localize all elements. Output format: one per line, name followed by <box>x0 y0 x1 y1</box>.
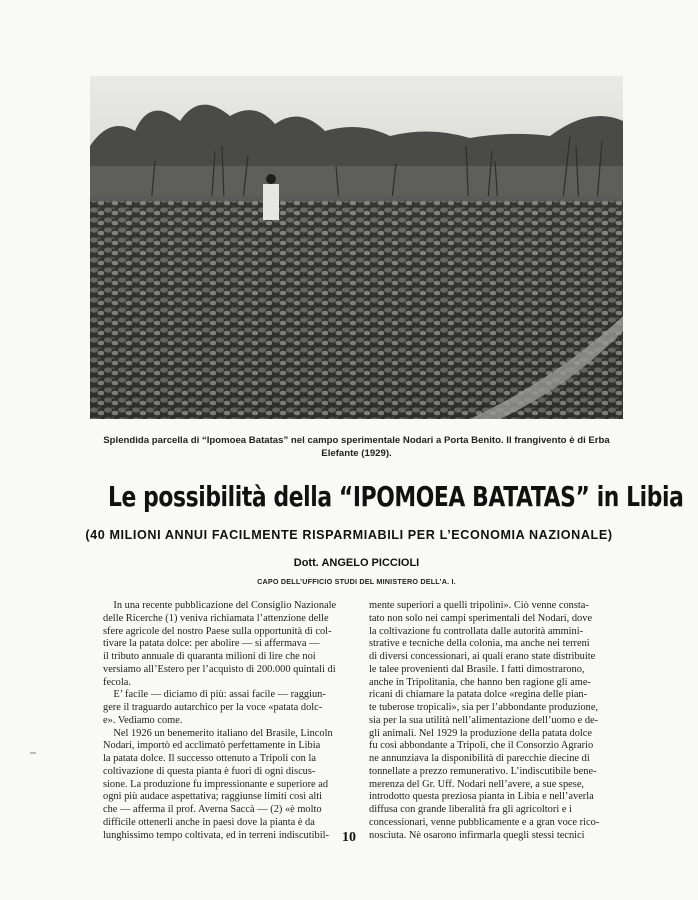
text-line: E’ facile — diciamo di più: assai facile — raggiun- <box>103 689 326 701</box>
text-line: strative e tecniche della colonia, ma anche nei terreni <box>369 638 590 650</box>
text-line: la patata dolce. Il successo ottenuto a Tripoli con la <box>103 753 316 764</box>
text-line: gli animali. Nel 1929 la produzione della patata dolce <box>369 727 593 739</box>
text-line: che — afferma il prof. Averna Saccà — (2) «è molto <box>103 804 322 815</box>
article-subtitle: (40 MILIONI ANNUI FACILMENTE RISPARMIABILI PER L’ECONOMIA NAZIONALE) <box>85 528 613 542</box>
photo-caption <box>90 434 623 460</box>
scan-speck <box>30 752 36 754</box>
body-right-column <box>369 600 619 842</box>
text-line: ricani di chiamare la patata dolce «regina delle pian- <box>369 689 588 701</box>
text-line: fu così abbondante a Tripoli, che il Consorzio Agrario <box>369 740 594 752</box>
text-line: mente superiori a quelli tripolini». Ciò venne consta- <box>369 600 589 611</box>
text-line: tonnellate a prezzo remunerativo. L’indiscutibile bene- <box>369 765 597 777</box>
text-line: In una recente pubblicazione del Consiglio Nazionale <box>103 600 337 611</box>
text-line: gere il traguardo autarchico per la voce «patata dolc- <box>103 702 323 713</box>
text-line: tato non solo nei campi sperimentali del Nodari, dove <box>369 612 593 624</box>
text-line: merenza del Gr. Uff. Nodari nell’avere, a sue spese, <box>369 778 585 790</box>
text-line: versiamo all’Estero per l’acquisto di 200.000 quintali di <box>103 663 336 675</box>
text-line: difficile ottenerli anche in paesi dove la pianta è da <box>103 816 315 828</box>
page-number: 10 <box>342 830 356 845</box>
text-line: nosciuta. Nè osarono infirmarla quegli stessi tecnici <box>369 829 585 841</box>
text-line: anche in Tripolitania, che hanno ben ragione gli ame- <box>369 676 591 688</box>
article-title: Le possibilità della “IPOMOEA BATATAS” in Libia <box>107 480 684 513</box>
text-line: lunghissimo tempo coltivata, ed in terreni indiscutibil- <box>103 829 329 841</box>
author-name: Dott. ANGELO PICCIOLI <box>293 557 420 569</box>
text-line: te tuberose tropicali», sia per l’abbondante produzione, <box>369 702 599 713</box>
body-left-column <box>103 600 353 842</box>
text-line: ogni più audace aspettativa; raggiunse limiti così alti <box>103 791 323 803</box>
caption-line-2: Elefante (1929). <box>321 448 392 459</box>
text-line: di diversi concessionari, ai quali erano state distribuite <box>369 651 596 662</box>
text-line: delle Ricerche (1) veniva richiamata l’attenzione delle <box>103 612 329 624</box>
text-line: ne annunziava la disponibilità di parecchie diecine di <box>369 753 590 764</box>
author-affiliation: CAPO DELL’UFFICIO STUDI DEL MINISTERO DELL’A. I. <box>257 577 456 586</box>
text-line: coltivazione di questa pianta è fuori di ogni discus- <box>103 765 316 777</box>
text-line: il tributo annuale di quaranta milioni di lire che noi <box>103 651 316 662</box>
text-line: Nodari, importò ed acclimatò perfettamente in Libia <box>103 740 321 752</box>
field-photo <box>90 76 623 419</box>
text-line: Nel 1926 un benemerito italiano del Brasile, Lincoln <box>103 727 333 739</box>
text-line: tivare la patata dolce: per abolire — si affermava — <box>103 638 320 650</box>
text-line: concessionari, venne pubblicamente e a gran voce rico- <box>369 816 600 828</box>
text-line: diffusa con grande liberalità fra gli agricoltori e i <box>369 804 572 815</box>
text-line: fecola. <box>103 676 131 688</box>
text-line: sione. La produzione fu impressionante e superiore ad <box>103 778 329 790</box>
caption-line-1: Splendida parcella di “Ipomoea Batatas” nel campo sperimentale Nodari a Porta Benito. Il frangivento è di Erba <box>103 435 610 446</box>
text-line: sia per la sua utilità nell’alimentazione dell’uomo e de- <box>369 714 599 726</box>
text-line: sfere agricole del nostro Paese sulla opportunità di col- <box>103 625 332 637</box>
field-photo-icon <box>90 76 623 419</box>
text-line: le talee provenienti dal Brasile. I fatti dimostrarono, <box>369 663 585 675</box>
text-line: la coltivazione fu controllata dalle autorità ammini- <box>369 625 584 637</box>
text-line: introdotto questa preziosa pianta in Libia e nell’averla <box>369 791 594 803</box>
text-line: e». Vediamo come. <box>103 714 183 726</box>
